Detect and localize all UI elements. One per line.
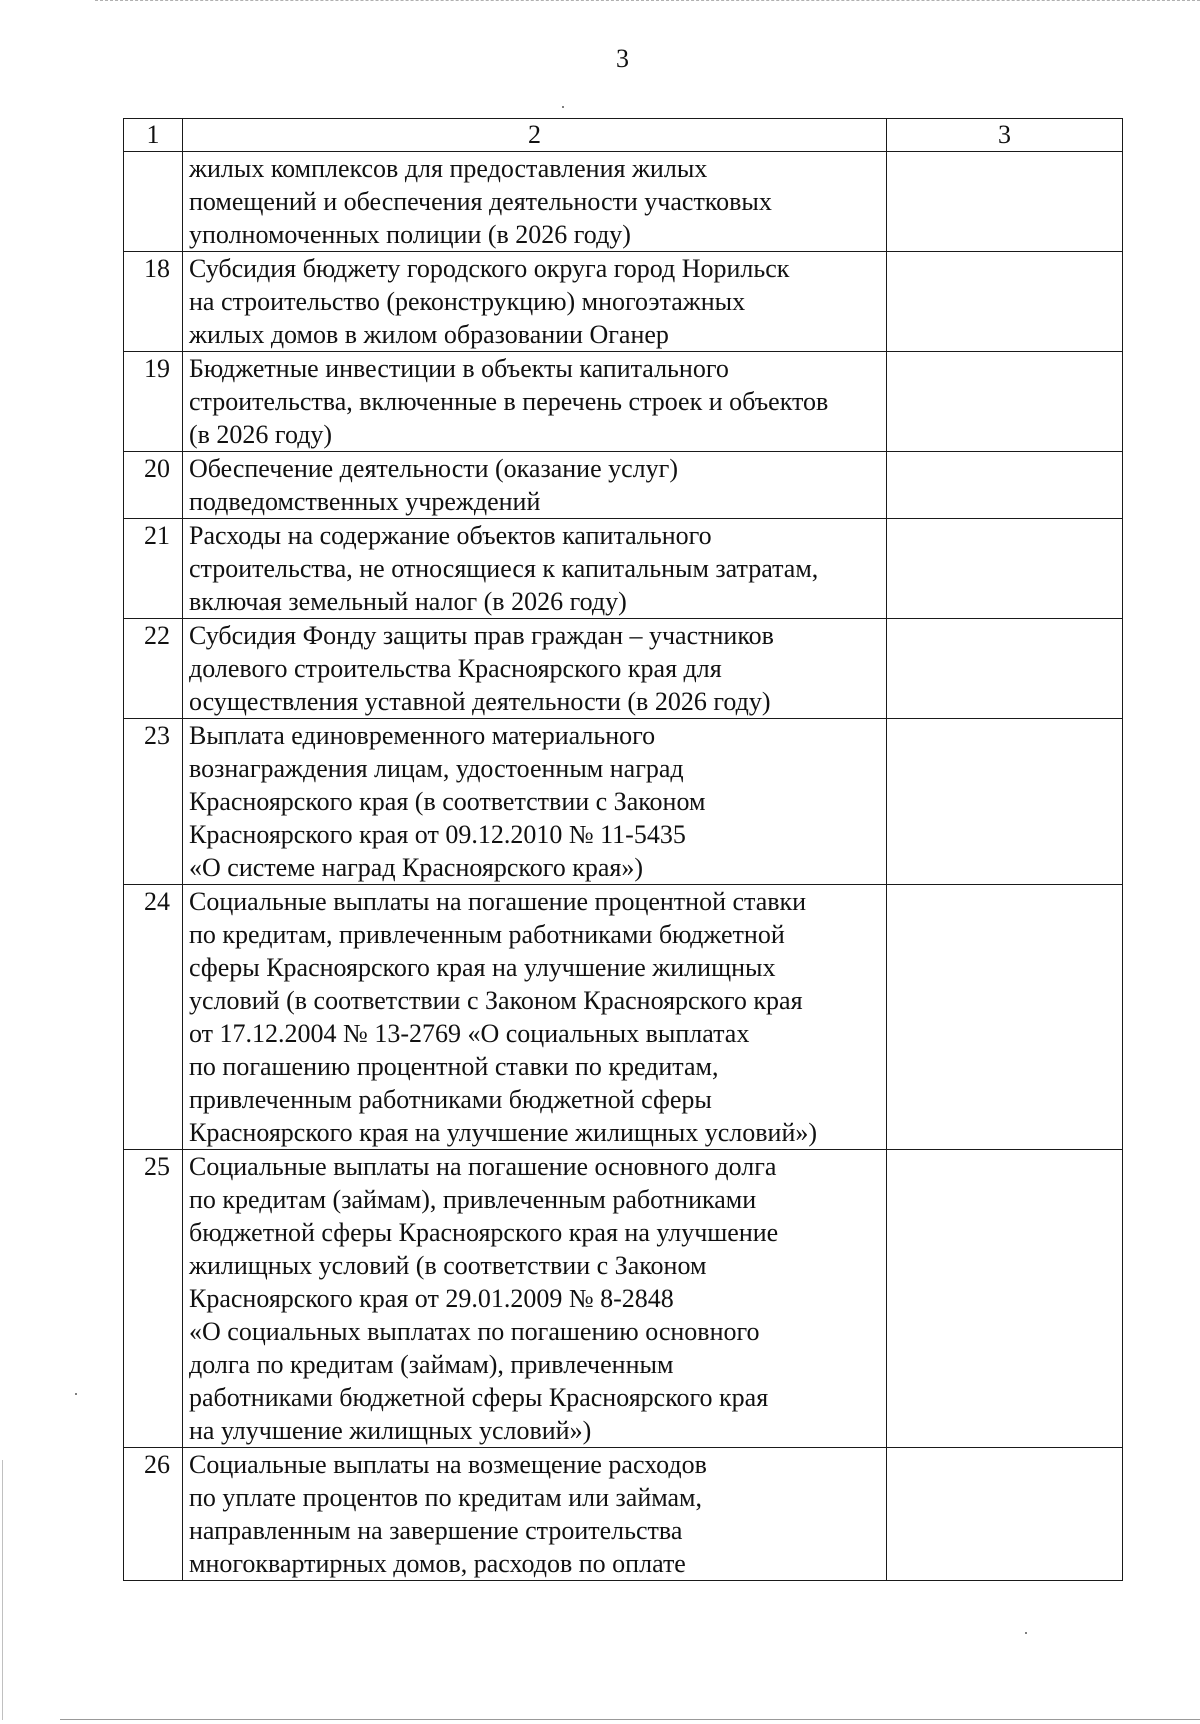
row-number-cell: 23 bbox=[124, 719, 183, 885]
row-column3-cell bbox=[887, 719, 1123, 885]
row-description-cell bbox=[183, 719, 887, 885]
row-number-cell: 24 bbox=[124, 885, 183, 1150]
row-number-cell: 18 bbox=[124, 252, 183, 352]
description-line: по кредитам, привлеченным работниками бюджетной bbox=[189, 920, 785, 949]
description-line: Социальные выплаты на погашение процентной ставки bbox=[189, 887, 807, 916]
description-line: (в 2026 году) bbox=[189, 420, 333, 449]
row-column3-cell bbox=[887, 1150, 1123, 1448]
description-line: Красноярского края (в соответствии с Законом bbox=[189, 787, 706, 816]
description-line: Субсидия Фонду защиты прав граждан – участников bbox=[189, 621, 774, 650]
description-line: привлеченным работниками бюджетной сферы bbox=[189, 1085, 712, 1114]
description-line: Бюджетные инвестиции в объекты капитального bbox=[189, 354, 729, 383]
row-column3-cell bbox=[887, 452, 1123, 519]
budget-items-table bbox=[123, 118, 1123, 1581]
description-line: «О системе наград Красноярского края») bbox=[189, 853, 644, 882]
description-line: направленным на завершение строительства bbox=[189, 1516, 683, 1545]
description-line: уполномоченных полиции (в 2026 году) bbox=[189, 220, 631, 249]
scan-speck bbox=[1025, 1632, 1027, 1634]
row-number-cell: 21 bbox=[124, 519, 183, 619]
row-column3-cell bbox=[887, 519, 1123, 619]
description-line: многоквартирных домов, расходов по оплате bbox=[189, 1549, 686, 1578]
description-line: долга по кредитам (займам), привлеченным bbox=[189, 1350, 674, 1379]
description-line: жилищных условий (в соответствии с Законом bbox=[189, 1251, 707, 1280]
row-description-cell bbox=[183, 1448, 887, 1581]
page-number: 3 bbox=[616, 44, 629, 73]
table-row bbox=[124, 252, 1123, 352]
row-description-cell bbox=[183, 352, 887, 452]
row-column3-cell bbox=[887, 152, 1123, 252]
description-line: Социальные выплаты на погашение основного долга bbox=[189, 1152, 777, 1181]
scan-speck bbox=[75, 1393, 77, 1395]
description-line: «О социальных выплатах по погашению основного bbox=[189, 1317, 760, 1346]
table-row bbox=[124, 719, 1123, 885]
description-line: на строительство (реконструкцию) многоэтажных bbox=[189, 287, 746, 316]
table-header-row bbox=[124, 119, 1123, 152]
table-row bbox=[124, 519, 1123, 619]
table-row bbox=[124, 1448, 1123, 1581]
row-column3-cell bbox=[887, 619, 1123, 719]
scan-border-left bbox=[2, 1460, 3, 1720]
description-line: по кредитам (займам), привлеченным работниками bbox=[189, 1185, 757, 1214]
row-description-cell bbox=[183, 152, 887, 252]
description-line: по уплате процентов по кредитам или займам, bbox=[189, 1483, 703, 1512]
description-line: вознаграждения лицам, удостоенным наград bbox=[189, 754, 684, 783]
header-cell-1: 1 bbox=[124, 119, 183, 152]
header-cell-3: 3 bbox=[887, 119, 1123, 152]
description-line: строительства, не относящиеся к капитальным затратам, bbox=[189, 554, 819, 583]
description-line: включая земельный налог (в 2026 году) bbox=[189, 587, 627, 616]
table-row bbox=[124, 619, 1123, 719]
description-line: Красноярского края от 09.12.2010 № 11-5435 bbox=[189, 820, 686, 849]
scan-speck bbox=[562, 106, 564, 108]
row-column3-cell bbox=[887, 885, 1123, 1150]
row-description-cell bbox=[183, 885, 887, 1150]
description-line: Красноярского края от 29.01.2009 № 8-2848 bbox=[189, 1284, 674, 1313]
table-row bbox=[124, 152, 1123, 252]
row-description-cell bbox=[183, 452, 887, 519]
description-line: жилых домов в жилом образовании Оганер bbox=[189, 320, 669, 349]
description-line: по погашению процентной ставки по кредитам, bbox=[189, 1052, 719, 1081]
description-line: строительства, включенные в перечень строек и объектов bbox=[189, 387, 829, 416]
table-row bbox=[124, 352, 1123, 452]
description-line: Социальные выплаты на возмещение расходов bbox=[189, 1450, 707, 1479]
scan-border-bottom bbox=[60, 1719, 1200, 1720]
description-line: Расходы на содержание объектов капитального bbox=[189, 521, 712, 550]
description-line: на улучшение жилищных условий») bbox=[189, 1416, 592, 1445]
row-number-cell: 22 bbox=[124, 619, 183, 719]
description-line: Обеспечение деятельности (оказание услуг) bbox=[189, 454, 678, 483]
row-number-cell: 19 bbox=[124, 352, 183, 452]
row-number-cell: 20 bbox=[124, 452, 183, 519]
description-line: Субсидия бюджету городского округа город Норильск bbox=[189, 254, 790, 283]
description-line: сферы Красноярского края на улучшение жилищных bbox=[189, 953, 776, 982]
description-line: от 17.12.2004 № 13-2769 «О социальных выплатах bbox=[189, 1019, 750, 1048]
table-row bbox=[124, 452, 1123, 519]
description-line: Выплата единовременного материального bbox=[189, 721, 656, 750]
row-description-cell bbox=[183, 252, 887, 352]
row-number-cell bbox=[124, 152, 183, 252]
row-number-cell: 25 bbox=[124, 1150, 183, 1448]
row-description-cell bbox=[183, 619, 887, 719]
row-column3-cell bbox=[887, 1448, 1123, 1581]
header-cell-2: 2 bbox=[183, 119, 887, 152]
table-row bbox=[124, 885, 1123, 1150]
description-line: бюджетной сферы Красноярского края на улучшение bbox=[189, 1218, 779, 1247]
row-description-cell bbox=[183, 519, 887, 619]
description-line: подведомственных учреждений bbox=[189, 487, 541, 516]
row-description-cell bbox=[183, 1150, 887, 1448]
description-line: жилых комплексов для предоставления жилых bbox=[189, 154, 708, 183]
scan-border-top bbox=[95, 0, 1200, 1]
row-column3-cell bbox=[887, 352, 1123, 452]
description-line: работниками бюджетной сферы Красноярского края bbox=[189, 1383, 769, 1412]
row-column3-cell bbox=[887, 252, 1123, 352]
description-line: Красноярского края на улучшение жилищных условий») bbox=[189, 1118, 818, 1147]
description-line: осуществления уставной деятельности (в 2026 году) bbox=[189, 687, 771, 716]
row-number-cell: 26 bbox=[124, 1448, 183, 1581]
table-row bbox=[124, 1150, 1123, 1448]
description-line: долевого строительства Красноярского края для bbox=[189, 654, 722, 683]
description-line: условий (в соответствии с Законом Красноярского края bbox=[189, 986, 803, 1015]
description-line: помещений и обеспечения деятельности участковых bbox=[189, 187, 772, 216]
